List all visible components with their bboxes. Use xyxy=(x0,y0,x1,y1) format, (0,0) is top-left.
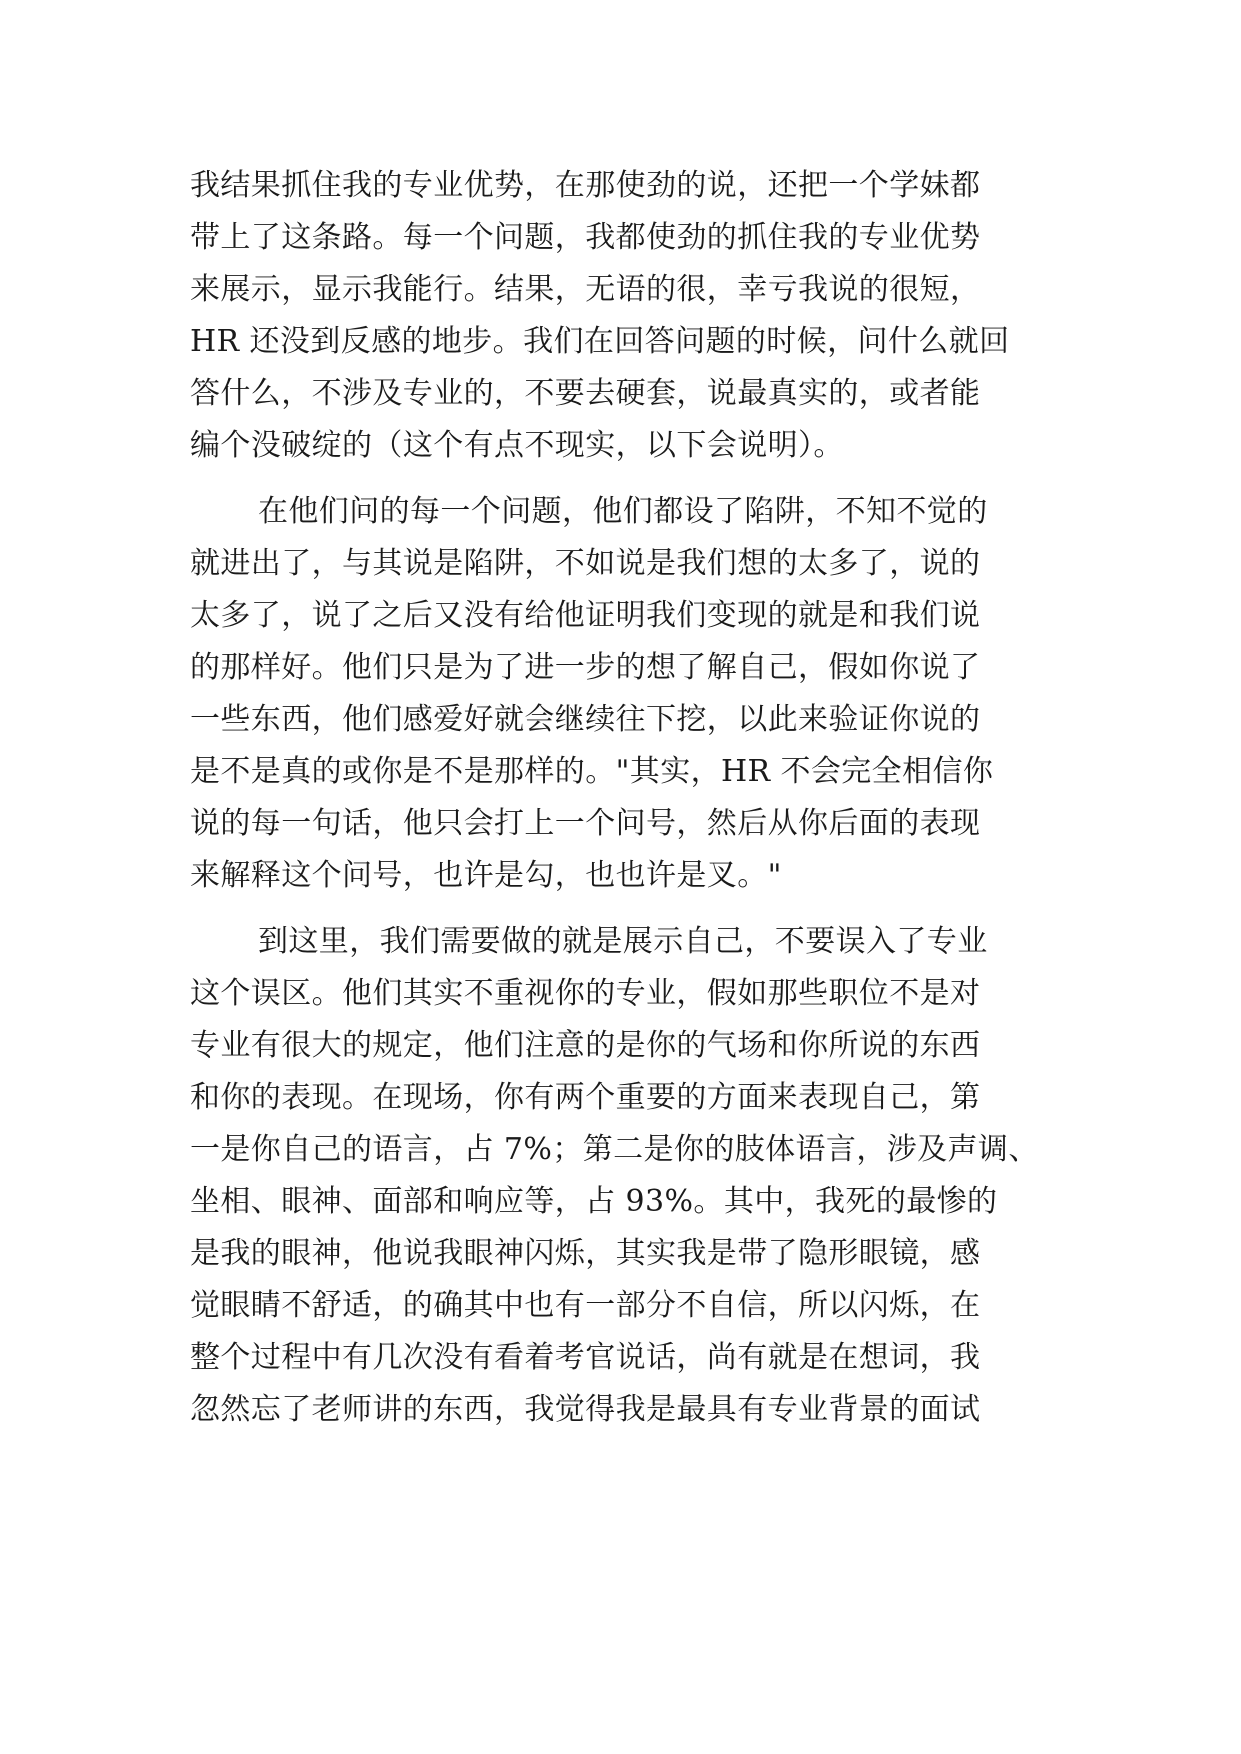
text-line: 带上了这条路。每一个问题，我都使劲的抓住我的专业优势 xyxy=(190,220,981,255)
text-line: 是不是真的或你是不是那样的。"其实，HR 不会完全相信你 xyxy=(190,754,994,789)
text-line: 来解释这个问号，也许是勾，也也许是叉。" xyxy=(190,858,782,893)
text-line: 在他们问的每一个问题，他们都设了陷阱，不知不觉的 xyxy=(258,494,988,529)
text-line: 这个误区。他们其实不重视你的专业，假如那些职位不是对 xyxy=(190,976,981,1011)
text-line: 到这里，我们需要做的就是展示自己，不要误入了专业 xyxy=(258,924,988,959)
text-line: 来展示，显示我能行。结果，无语的很，幸亏我说的很短， xyxy=(190,272,981,307)
document-body xyxy=(190,160,1070,1436)
text-line: 和你的表现。在现场，你有两个重要的方面来表现自己，第 xyxy=(190,1080,981,1115)
text-line: 的那样好。他们只是为了进一步的想了解自己，假如你说了 xyxy=(190,650,981,685)
text-line: 答什么，不涉及专业的，不要去硬套，说最真实的，或者能 xyxy=(190,376,981,411)
text-line: HR 还没到反感的地步。我们在回答问题的时候，问什么就回 xyxy=(190,324,1010,359)
text-line: 是我的眼神，他说我眼神闪烁，其实我是带了隐形眼镜，感 xyxy=(190,1236,981,1271)
text-line: 我结果抓住我的专业优势，在那使劲的说，还把一个学妹都 xyxy=(190,168,981,203)
text-line: 一是你自己的语言，占 7%；第二是你的肢体语言，涉及声调、 xyxy=(190,1132,1039,1167)
text-line: 太多了，说了之后又没有给他证明我们变现的就是和我们说 xyxy=(190,598,981,633)
text-line: 编个没破绽的（这个有点不现实，以下会说明）。 xyxy=(190,428,844,463)
text-line: 坐相、眼神、面部和响应等，占 93%。其中，我死的最惨的 xyxy=(190,1184,998,1219)
text-line: 专业有很大的规定，他们注意的是你的气场和你所说的东西 xyxy=(190,1028,981,1063)
text-line: 觉眼睛不舒适，的确其中也有一部分不自信，所以闪烁，在 xyxy=(190,1288,981,1323)
text-line: 忽然忘了老师讲的东西，我觉得我是最具有专业背景的面试 xyxy=(190,1392,981,1427)
text-line: 就进出了，与其说是陷阱，不如说是我们想的太多了，说的 xyxy=(190,546,981,581)
text-line: 一些东西，他们感爱好就会继续往下挖，以此来验证你说的 xyxy=(190,702,981,737)
text-line: 整个过程中有几次没有看着考官说话，尚有就是在想词，我 xyxy=(190,1340,981,1375)
text-line: 说的每一句话，他只会打上一个问号，然后从你后面的表现 xyxy=(190,806,981,841)
